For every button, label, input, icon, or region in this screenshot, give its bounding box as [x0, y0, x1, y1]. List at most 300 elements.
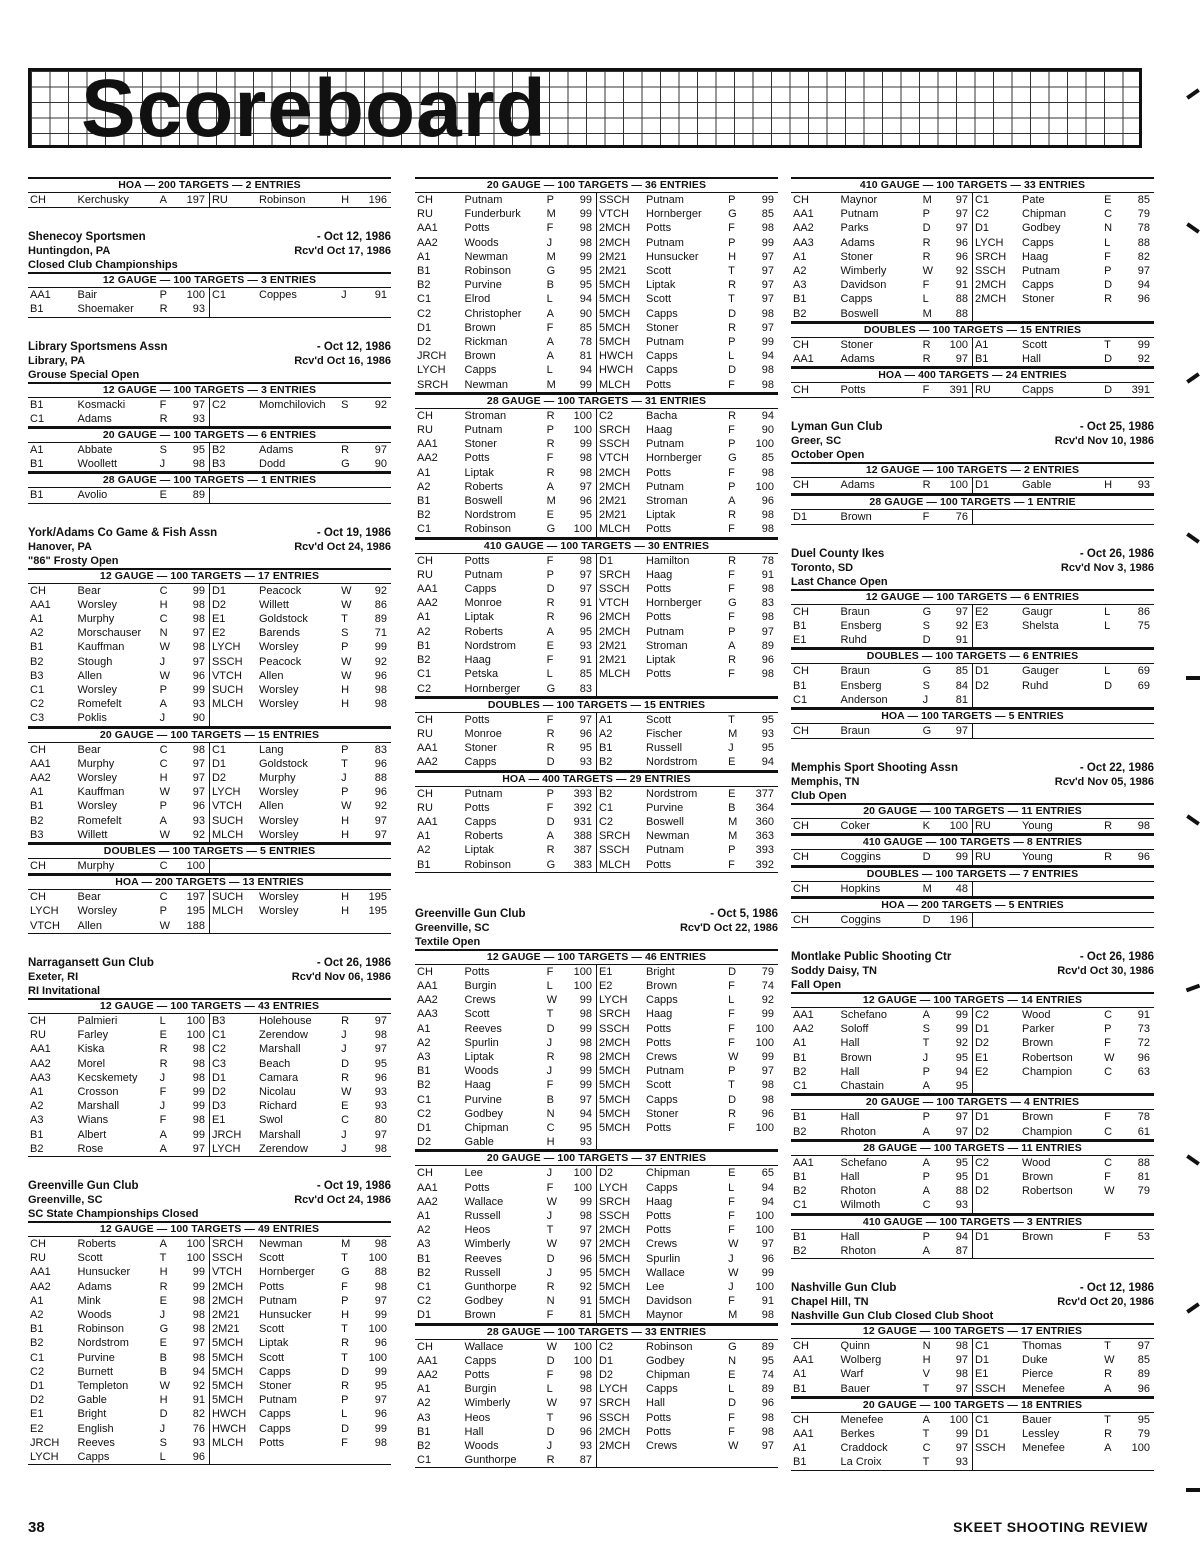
shooter-initial: R — [546, 1050, 555, 1063]
shooter-name — [1020, 693, 1102, 708]
shooter-name: Kauffman — [77, 786, 125, 799]
shooter-initial: F — [728, 583, 735, 596]
class-code: B1 — [30, 398, 44, 411]
received-date: Rcv'd Oct 30, 1986 — [1057, 965, 1154, 978]
event-header: 12 GAUGE — 100 TARGETS — 3 ENTRIES — [28, 382, 391, 398]
shooter-initial: W — [341, 800, 352, 813]
edge-mark — [1186, 676, 1200, 680]
shooter-name — [1020, 1079, 1102, 1094]
class-code: 5MCH — [598, 321, 631, 334]
score: 48 — [942, 882, 972, 897]
shooter-name: Scott — [646, 293, 672, 306]
shooter-name: Wood — [1022, 1009, 1051, 1022]
edge-mark — [1186, 222, 1200, 233]
class-code: D1 — [417, 321, 432, 334]
shooter-initial: W — [728, 1266, 739, 1279]
class-code: D1 — [598, 1354, 614, 1367]
shooter-name: Capps — [646, 364, 678, 377]
class-code: AA1 — [30, 1266, 51, 1279]
class-code: SRCH — [598, 1397, 631, 1410]
club-location-line — [28, 354, 391, 368]
shooter-name: Murphy — [76, 859, 158, 874]
result-row — [415, 1280, 778, 1294]
score: 89 — [761, 1383, 774, 1396]
score: 98 — [761, 364, 774, 377]
shooter-initial: T — [341, 613, 348, 626]
shooter-name: Robinson — [257, 193, 339, 208]
class-code: B1 — [793, 679, 807, 692]
class-code: CH — [793, 665, 809, 678]
shooter-initial: P — [728, 1065, 736, 1078]
class-code: C1 — [415, 522, 463, 537]
score: 92 — [942, 1036, 972, 1050]
shooter-initial: E — [546, 509, 554, 522]
result-row — [791, 724, 1154, 739]
shooter-initial: P — [728, 336, 736, 349]
class-code: C2 — [417, 1295, 432, 1308]
result-row — [415, 409, 778, 423]
result-row — [415, 335, 778, 349]
event-header: DOUBLES — 100 TARGETS — 5 ENTRIES — [28, 843, 391, 859]
club-name: Duel County Ikes — [791, 547, 885, 560]
score: 96 — [374, 1071, 387, 1084]
score: 97 — [942, 1382, 972, 1397]
result-row — [415, 466, 778, 480]
score: 97 — [942, 1125, 972, 1140]
class-code: 5MCH — [596, 1308, 644, 1323]
score: 97 — [761, 293, 774, 306]
score: 387 — [566, 843, 596, 857]
score: 391 — [942, 383, 972, 398]
class-code: MLCH — [596, 378, 644, 393]
club-block — [28, 230, 391, 317]
score — [361, 302, 391, 317]
score: 69 — [1137, 665, 1150, 678]
class-code: CH — [791, 478, 839, 493]
score: 100 — [566, 1354, 596, 1368]
shooter-name: Hall — [840, 1037, 860, 1050]
result-row — [791, 1455, 1154, 1470]
event-block — [28, 874, 391, 934]
event-block — [28, 177, 391, 208]
shooter-initial: A — [1102, 1382, 1124, 1397]
shooter-name: Liptak — [646, 509, 676, 522]
shooter-name: Putnam — [464, 787, 503, 800]
results-table — [791, 1230, 1154, 1259]
class-code: A1 — [30, 444, 44, 457]
class-code: C1 — [30, 1351, 45, 1364]
shooter-name: Robinson — [646, 1340, 693, 1353]
class-code: A2 — [30, 1308, 44, 1321]
shooter-initial: G — [546, 265, 556, 278]
score: 53 — [1137, 1230, 1150, 1243]
shooter-initial: N — [546, 1295, 555, 1308]
shooter-name: Allen — [259, 669, 284, 682]
results-table — [28, 443, 391, 472]
score: 98 — [374, 1029, 387, 1042]
score: 96 — [761, 1107, 774, 1120]
shooter-initial: E — [341, 1100, 349, 1113]
shooter-initial: F — [1104, 1111, 1111, 1124]
club-location-line — [791, 964, 1154, 978]
results-table — [791, 383, 1154, 398]
class-code: CH — [793, 194, 809, 206]
result-row — [415, 250, 778, 264]
class-code: AA1 — [30, 757, 51, 770]
shooter-name: Putnam — [646, 625, 684, 638]
score: 97 — [361, 828, 391, 843]
result-row — [415, 713, 778, 727]
score: 73 — [1137, 1023, 1150, 1036]
shooter-name: Haag — [1022, 250, 1049, 263]
result-row — [791, 352, 1154, 367]
class-code — [209, 919, 257, 934]
class-code: 2M21 — [598, 639, 627, 652]
shooter-name: Pate — [1022, 194, 1045, 206]
class-code: AA1 — [417, 222, 438, 235]
class-code: C2 — [598, 815, 614, 828]
club-block — [415, 177, 778, 873]
shooter-initial: H — [341, 905, 350, 918]
result-row — [791, 882, 1154, 897]
shooter-name: Gable — [1020, 478, 1102, 493]
result-row — [415, 1266, 778, 1280]
score: 98 — [748, 522, 778, 537]
score: 99 — [942, 1008, 972, 1022]
shooter-initial — [339, 488, 361, 503]
result-row — [28, 1057, 391, 1071]
class-code: B1 — [417, 639, 431, 652]
shooter-initial: A — [1104, 1442, 1112, 1455]
score: 98 — [761, 583, 774, 596]
score: 93 — [566, 1135, 596, 1150]
class-code: SSCH — [598, 1022, 630, 1035]
column-3 — [791, 177, 1154, 1473]
shooter-initial: C — [921, 1198, 943, 1213]
class-code: AA2 — [417, 1195, 438, 1208]
score: 95 — [761, 1354, 774, 1367]
score: 99 — [179, 1085, 209, 1099]
class-code: JRCH — [417, 350, 447, 363]
result-row — [415, 349, 778, 363]
shooter-name — [1020, 882, 1102, 897]
shooter-initial: J — [546, 1036, 553, 1049]
shooter-initial: A — [922, 1413, 930, 1426]
class-code: E2 — [598, 979, 613, 992]
score: 98 — [179, 457, 209, 472]
shooter-initial: C — [341, 1114, 350, 1127]
club-block — [28, 956, 391, 1157]
shoot-name: Last Chance Open — [791, 575, 888, 588]
shooter-initial — [726, 1135, 748, 1150]
shooter-name: Nordstrom — [646, 787, 698, 800]
shooter-initial: P — [728, 844, 736, 857]
shooter-name: Crews — [646, 1238, 678, 1251]
event-block — [28, 272, 391, 317]
class-code: B2 — [793, 1185, 807, 1198]
shooter-name: Brown — [463, 1308, 545, 1323]
shooter-initial: W — [728, 1440, 739, 1453]
results-table — [791, 193, 1154, 322]
shooter-initial: L — [728, 350, 735, 363]
result-row — [28, 1407, 391, 1421]
results-table — [791, 1008, 1154, 1094]
club-block — [791, 1281, 1154, 1471]
shooter-initial: F — [546, 654, 554, 667]
score: 97 — [566, 568, 596, 582]
shooter-initial: R — [1104, 293, 1113, 306]
results-table — [791, 850, 1154, 865]
event-header: 28 GAUGE — 100 TARGETS — 11 ENTRIES — [791, 1140, 1154, 1156]
shooter-initial: H — [341, 698, 350, 711]
shooter-name: Capps — [259, 1365, 291, 1378]
score: 99 — [179, 1128, 209, 1142]
shooter-initial: W — [546, 1397, 558, 1410]
score: 98 — [179, 1308, 209, 1322]
class-code — [972, 693, 1020, 708]
shooter-initial — [339, 859, 361, 874]
score: 97 — [179, 398, 209, 412]
score: 98 — [566, 221, 596, 235]
score: 96 — [566, 727, 596, 741]
event-block — [791, 866, 1154, 897]
shooter-name: Brown — [840, 1051, 872, 1064]
class-code: 2MCH — [598, 611, 631, 624]
shooter-initial: J — [159, 1422, 166, 1435]
score: 97 — [942, 1353, 972, 1367]
result-row — [415, 1382, 778, 1396]
score: 195 — [368, 891, 387, 904]
score: 92 — [179, 828, 209, 843]
class-code: MLCH — [209, 828, 257, 843]
class-code: VTCH — [211, 1266, 242, 1279]
shooter-name: Stoner — [259, 1379, 292, 1392]
score: 79 — [761, 965, 774, 978]
score: 74 — [761, 979, 774, 992]
shooter-initial — [1102, 724, 1124, 739]
result-row — [28, 1071, 391, 1085]
score: 95 — [942, 1051, 972, 1065]
score: 98 — [566, 1382, 596, 1396]
class-code: AA1 — [793, 208, 814, 221]
shooter-initial: R — [728, 654, 737, 667]
shoot-name-line — [791, 978, 1154, 992]
shooter-initial: J — [339, 1142, 361, 1157]
result-row — [791, 1125, 1154, 1140]
shooter-initial: W — [546, 1340, 558, 1353]
results-table — [791, 510, 1154, 525]
score: 99 — [761, 1050, 774, 1063]
class-code: JRCH — [30, 1436, 60, 1449]
score: 85 — [761, 452, 774, 465]
score: 91 — [374, 289, 387, 302]
results-table — [415, 1340, 778, 1469]
club-block — [28, 526, 391, 934]
shooter-initial: A — [728, 639, 736, 652]
result-row — [415, 522, 778, 537]
score: 95 — [566, 508, 596, 522]
shooter-initial: D — [921, 913, 943, 928]
class-code: SSCH — [211, 1252, 243, 1265]
club-block — [791, 420, 1154, 524]
class-code: CH — [417, 787, 433, 800]
result-row — [415, 568, 778, 582]
shooter-initial: G — [922, 605, 932, 618]
shooter-name: Adams — [840, 236, 875, 249]
event-header: 410 GAUGE — 100 TARGETS — 3 ENTRIES — [791, 1214, 1154, 1230]
shooter-initial: S — [922, 620, 930, 633]
shooter-name: Goldstock — [259, 757, 308, 770]
shooter-name: Crews — [646, 1050, 678, 1063]
shooter-initial: L — [159, 1014, 166, 1027]
class-code: LYCH — [598, 994, 628, 1007]
result-row — [415, 1093, 778, 1107]
results-table — [28, 890, 391, 934]
event-header: HOA — 400 TARGETS — 29 ENTRIES — [415, 771, 778, 787]
class-code: C2 — [415, 682, 463, 697]
shooter-name: English — [77, 1422, 114, 1435]
result-row — [415, 193, 778, 207]
class-code — [972, 1198, 1020, 1213]
page-title: Scoreboard — [81, 63, 547, 154]
score: 89 — [761, 1340, 774, 1353]
shooter-initial: A — [921, 1079, 943, 1094]
score: 931 — [566, 815, 596, 829]
class-code: CH — [417, 713, 433, 726]
class-code: A2 — [30, 1100, 44, 1113]
shooter-initial: C — [1102, 1125, 1124, 1140]
shooter-initial: A — [158, 1142, 180, 1157]
score: 94 — [761, 409, 774, 422]
shooter-name: Roberts — [77, 1237, 117, 1250]
result-row — [791, 1170, 1154, 1184]
shooter-initial: F — [728, 1224, 735, 1237]
shooter-name: Soloff — [840, 1023, 869, 1036]
shooter-name: Gunthorpe — [464, 1281, 517, 1293]
shooter-name: Hall — [840, 1065, 860, 1078]
score: 97 — [1137, 265, 1150, 278]
result-row — [791, 264, 1154, 278]
shooter-name: Rhoton — [839, 1244, 921, 1259]
shooter-initial: H — [1102, 478, 1124, 493]
shooter-name: Monroe — [464, 597, 502, 610]
score: 98 — [566, 236, 596, 250]
result-row — [415, 1425, 778, 1439]
score: 98 — [761, 509, 774, 522]
shooter-initial: D — [1104, 679, 1113, 692]
shooter-name: Bauer — [1022, 1413, 1052, 1426]
shooter-initial: E — [728, 787, 736, 800]
class-code: CH — [30, 891, 46, 904]
score: 98 — [566, 466, 596, 480]
shooter-initial: F — [728, 1411, 735, 1424]
score: 96 — [566, 1252, 596, 1266]
score: 100 — [942, 338, 972, 352]
event-block — [791, 494, 1154, 525]
shooter-name: Stoner — [840, 250, 873, 263]
shooter-initial: D — [728, 364, 737, 377]
shooter-initial: P — [159, 800, 167, 813]
class-code: B1 — [793, 293, 807, 306]
shooter-name: Newman — [464, 250, 508, 263]
score — [361, 711, 391, 726]
score: 97 — [179, 626, 209, 640]
class-code: D1 — [972, 478, 1020, 493]
score: 93 — [179, 814, 209, 828]
shooter-initial: L — [1104, 620, 1111, 633]
shooter-name: Brown — [839, 510, 921, 525]
class-code: A1 — [30, 786, 44, 799]
class-code: D2 — [211, 598, 227, 611]
shooter-name: Liptak — [464, 844, 494, 857]
result-row — [791, 1339, 1154, 1353]
shooter-initial: P — [728, 236, 736, 249]
shooter-initial: D — [545, 755, 567, 770]
result-row — [415, 554, 778, 568]
shooter-name: Potts — [464, 1181, 490, 1194]
shooter-name: Scott — [464, 1008, 490, 1021]
event-header: 20 GAUGE — 100 TARGETS — 15 ENTRIES — [28, 727, 391, 743]
score: 100 — [566, 409, 596, 423]
score: 91 — [942, 633, 972, 648]
column-2 — [415, 177, 778, 1470]
shooter-initial — [1102, 693, 1124, 708]
shooter-initial: N — [922, 1339, 931, 1352]
shooter-name: Russell — [464, 1266, 501, 1279]
event-block — [415, 1150, 778, 1323]
class-code — [972, 882, 1020, 897]
shooter-name: Reeves — [464, 1022, 502, 1035]
shooter-name: Scott — [646, 1079, 672, 1092]
shooter-name: Putnam — [259, 1394, 297, 1407]
class-code: VTCH — [598, 452, 629, 465]
score: 78 — [566, 335, 596, 349]
score: 99 — [566, 1022, 596, 1036]
class-code: JRCH — [211, 1128, 242, 1141]
score: 97 — [761, 265, 774, 278]
shooter-initial: J — [546, 1065, 553, 1078]
shooter-initial: E — [726, 755, 748, 770]
result-row — [28, 1294, 391, 1308]
shooter-initial: T — [1104, 1413, 1111, 1426]
result-row — [415, 307, 778, 321]
shooter-name: Liptak — [464, 1050, 494, 1063]
event-header: 12 GAUGE — 100 TARGETS — 49 ENTRIES — [28, 1221, 391, 1237]
shooter-name: Coppes — [259, 289, 297, 302]
class-code: AA2 — [417, 994, 438, 1007]
shooter-name: Bear — [77, 743, 101, 756]
shoot-date: - Oct 25, 1986 — [1079, 421, 1154, 434]
class-code — [972, 307, 1020, 322]
score: 96 — [374, 669, 387, 682]
results-table — [28, 193, 391, 208]
class-code: A1 — [793, 1037, 807, 1050]
class-code: B2 — [417, 1079, 431, 1092]
score: 96 — [761, 495, 774, 508]
class-code: 2M21 — [598, 265, 627, 278]
shooter-name: Brown — [1022, 1230, 1054, 1243]
shooter-initial: A — [546, 307, 554, 320]
shooter-name: Putnam — [464, 424, 503, 437]
shooter-name: Worsley — [259, 641, 299, 654]
received-date: Rcv'd Oct 24, 1986 — [294, 1193, 391, 1206]
shooter-initial: W — [546, 1195, 558, 1208]
results-table — [28, 743, 391, 843]
shooter-initial: A — [546, 350, 554, 363]
shooter-initial: R — [922, 250, 931, 263]
shooter-initial: M — [921, 307, 943, 322]
class-code: LYCH — [28, 1450, 76, 1465]
